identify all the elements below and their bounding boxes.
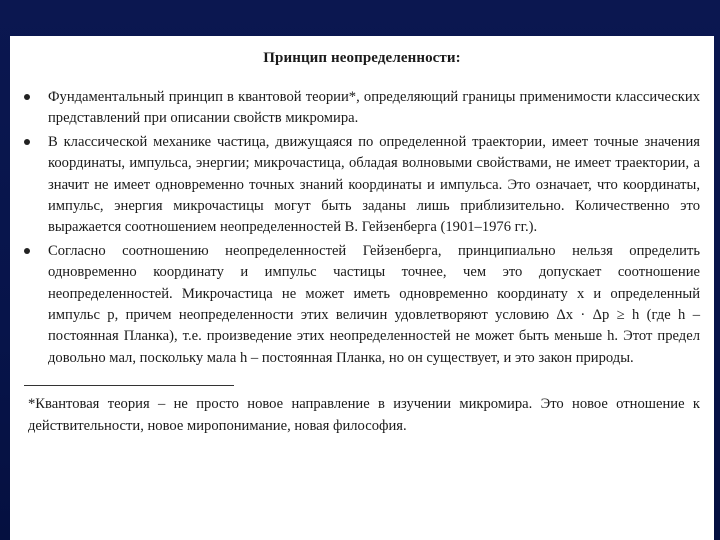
bullet-icon	[24, 248, 30, 254]
bullet-text: Согласно соотношению неопределенностей Гейзенберга, принципиально нельзя определить одновременно координату и импульс частицы точнее, чем это допускает соотношение неопределенностей. Микрочастица не может иметь одновременно координату x и определенный импульс p, причем неопределенности этих величин удовлетворяют условию Δx · Δp ≥ h (где h – постоянная Планка), т.е. произведение этих неопределенностей не может быть меньше h. Этот предел довольно мал, поскольку мала h – постоянная Планка, но он существует, и это закон природы.	[48, 242, 700, 366]
bullet-icon	[24, 94, 30, 100]
bullet-list	[24, 87, 700, 369]
footnote: *Квантовая теория – не просто новое направление в изучении микромира. Это новое отношение к действительности, новое миропонимание, новая философия.	[28, 396, 700, 434]
bullet-text: В классической механике частица, движущаяся по определенной траектории, имеет точные значения координаты, импульса, энергии; микрочастица, обладая волновыми свойствами, не имеет траектории, а значит не имеет одновременно точных знаний координаты и импульса. Это означает, что координаты, импульс, энергия микрочастицы могут быть заданы лишь приблизительно. Количественно это выражается соотношением неопределенностей В. Гейзенберга (1901–1976 гг.).	[48, 133, 700, 236]
bullet-item	[24, 132, 700, 239]
bullet-icon	[24, 139, 30, 145]
bullet-item	[24, 87, 700, 130]
page-title: Принцип неопределенности:	[263, 50, 461, 66]
bullet-item	[24, 241, 700, 369]
bullet-text: Фундаментальный принцип в квантовой теории*, определяющий границы применимости классических представлений при описании свойств микромира.	[48, 89, 700, 127]
footnote-separator	[24, 385, 234, 386]
document-page	[10, 36, 714, 540]
